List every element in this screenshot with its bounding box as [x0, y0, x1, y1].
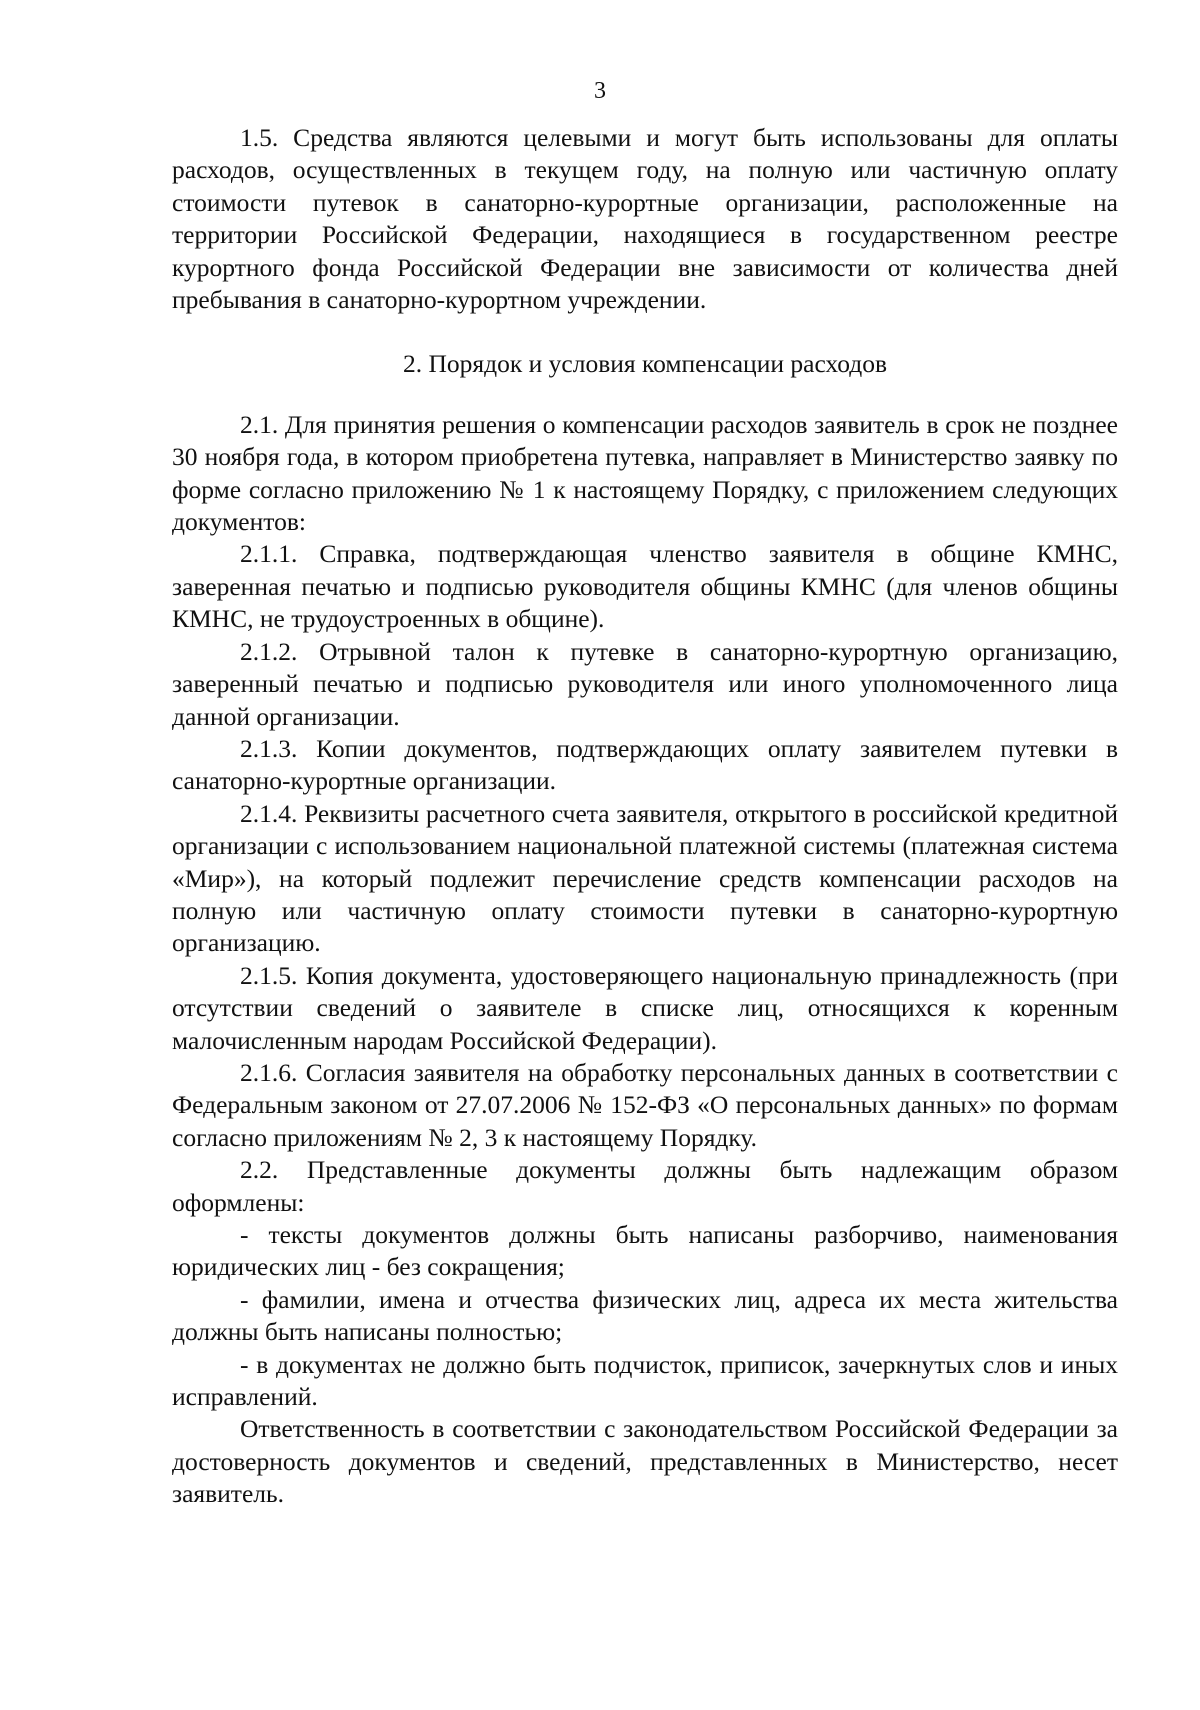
- paragraph-2-1-4: 2.1.4. Реквизиты расчетного счета заявителя, открытого в российской кредитной организации с использованием национальной платежной системы (платежная система «Мир»), на который подлежит перечисление средств компенсации расходов на полную или частичную оплату стоимости путевки в санаторно-курортную организацию.: [172, 798, 1118, 958]
- document-body: [172, 122, 1118, 1511]
- paragraph-1-5: 1.5. Средства являются целевыми и могут быть использованы для оплаты расходов, осуществленных в текущем году, на полную или частичную оплату стоимости путевок в санаторно-курортные организации, расположенные на территории Российской Федерации, находящиеся в государственном реестре курортного фонда Российской Федерации вне зависимости от количества дней пребывания в санаторно-курортном учреждении.: [172, 123, 1118, 315]
- paragraph-2-2: 2.2. Представленные документы должны быть надлежащим образом оформлены:: [172, 1155, 1118, 1217]
- section-heading-2: 2. Порядок и условия компенсации расходов: [403, 349, 887, 379]
- list-item-bullet-3: - в документах не должно быть подчисток, приписок, зачеркнутых слов и иных исправлений.: [172, 1349, 1118, 1412]
- paragraph-responsibility: Ответственность в соответствии с законодательством Российской Федерации за достоверность документов и сведений, представленных в Министерство, несет заявитель.: [172, 1414, 1118, 1509]
- page-number: 3: [594, 78, 606, 104]
- paragraph-2-1-5: 2.1.5. Копия документа, удостоверяющего национальную принадлежность (при отсутствии сведений о заявителе в списке лиц, относящихся к коренным малочисленным народам Российской Федерации).: [172, 960, 1118, 1055]
- paragraph-2-1-3: 2.1.3. Копии документов, подтверждающих оплату заявителем путевки в санаторно-курортные организации.: [172, 733, 1118, 796]
- list-item-bullet-1: - тексты документов должны быть написаны разборчиво, наименования юридических лиц - без сокращения;: [172, 1220, 1118, 1282]
- paragraph-2-1-2: 2.1.2. Отрывной талон к путевке в санаторно-курортную организацию, заверенный печатью и подписью руководителя или иного уполномоченного лица данной организации.: [172, 636, 1118, 731]
- paragraph-2-1-1: 2.1.1. Справка, подтверждающая членство заявителя в общине КМНС, заверенная печатью и подписью руководителя общины КМНС (для членов общины КМНС, не трудоустроенных в общине).: [172, 539, 1118, 634]
- list-item-bullet-2: - фамилии, имена и отчества физических лиц, адреса их места жительства должны быть написаны полностью;: [172, 1284, 1118, 1347]
- paragraph-2-1: 2.1. Для принятия решения о компенсации расходов заявитель в срок не позднее 30 ноября года, в котором приобретена путевка, направляет в Министерство заявку по форме согласно приложению № 1 к настоящему Порядку, с приложением следующих документов:: [172, 409, 1118, 537]
- paragraph-2-1-6: 2.1.6. Согласия заявителя на обработку персональных данных в соответствии с Федеральным законом от 27.07.2006 № 152-ФЗ «О персональных данных» по формам согласно приложениям № 2, 3 к настоящему Порядку.: [172, 1057, 1118, 1152]
